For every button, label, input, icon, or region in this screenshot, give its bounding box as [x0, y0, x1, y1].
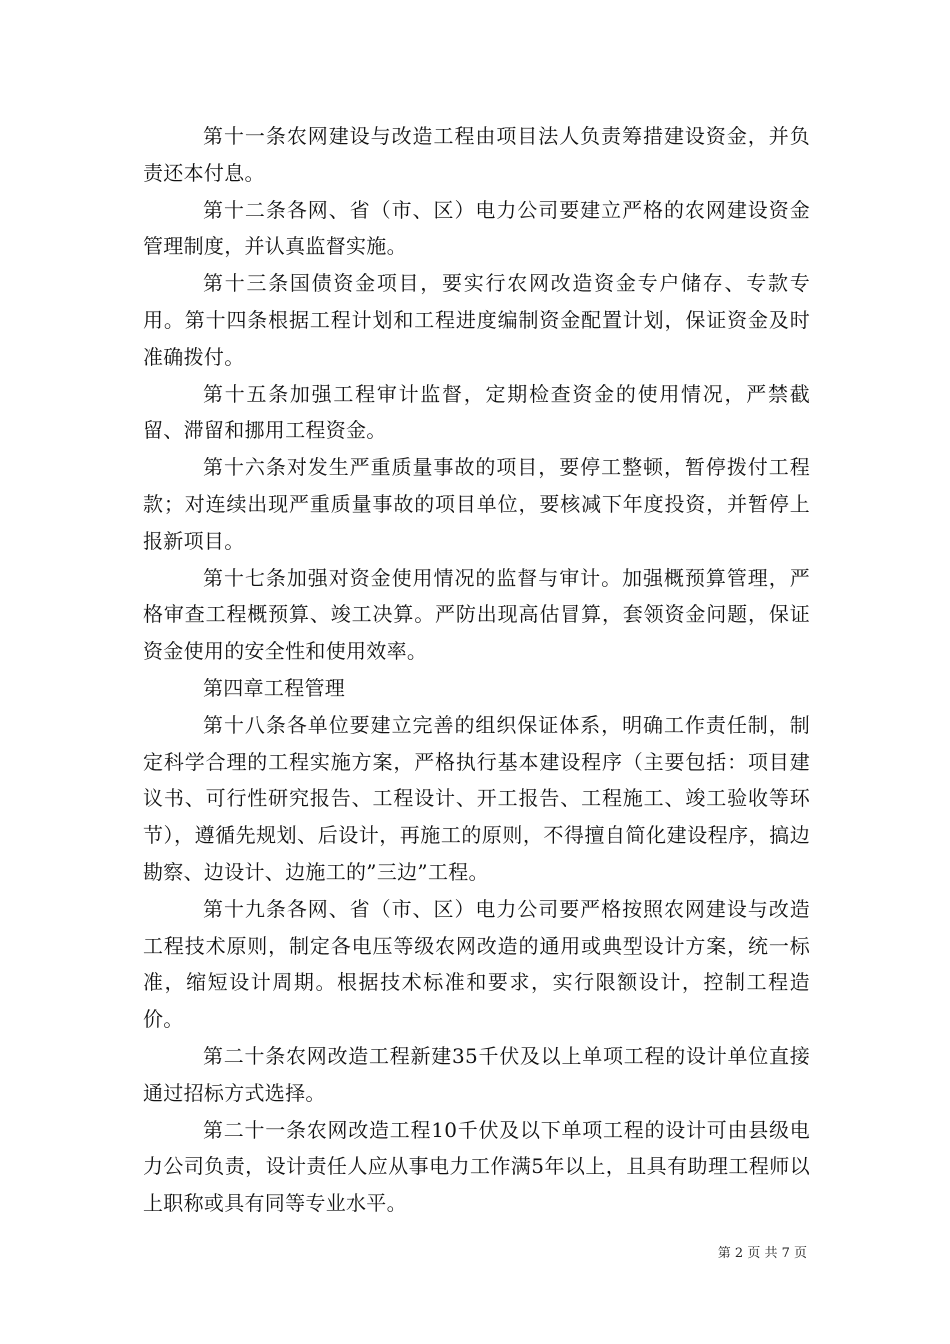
paragraph-article-19: 第十九条各网、省（市、区）电力公司要严格按照农网建设与改造工程技术原则，制定各电压等级农网改造的通用或典型设计方案，统一标准，缩短设计周期。根据技术标准和要求，实行限额设计，控制工程造价。: [143, 896, 810, 1032]
document-body: [143, 118, 810, 1222]
paragraph-article-13-14: 第十三条国债资金项目，要实行农网改造资金专户储存、专款专用。第十四条根据工程计划和工程进度编制资金配置计划，保证资金及时准确拨付。: [143, 271, 810, 369]
page-number-footer: 第 2 页 共 7 页: [717, 1246, 807, 1261]
paragraph-article-17: 第十七条加强对资金使用情况的监督与审计。加强概预算管理，严格审查工程概预算、竣工决算。严防出现高估冒算，套领资金问题，保证资金使用的安全性和使用效率。: [143, 565, 810, 664]
paragraph-article-20: 第二十条农网改造工程新建35千伏及以上单项工程的设计单位直接通过招标方式选择。: [143, 1043, 810, 1105]
paragraph-article-15: 第十五条加强工程审计监督，定期检查资金的使用情况，严禁截留、滞留和挪用工程资金。: [143, 381, 810, 443]
paragraph-article-18: 第十八条各单位要建立完善的组织保证体系，明确工作责任制，制定科学合理的工程实施方案，严格执行基本建设程序（主要包括：项目建议书、可行性研究报告、工程设计、开工报告、工程施工、竣工验收等环节），遵循先规划、后设计，再施工的原则，不得擅自简化建设程序，搞边勘察、边设计、边施工的”三边”工程。: [143, 712, 810, 884]
paragraph-article-11: 第十一条农网建设与改造工程由项目法人负责筹措建设资金，并负责还本付息。: [143, 124, 810, 185]
paragraph-article-16: 第十六条对发生严重质量事故的项目，要停工整顿，暂停拨付工程款；对连续出现严重质量事故的项目单位，要核减下年度投资，并暂停上报新项目。: [143, 455, 810, 553]
chapter-heading: 第四章工程管理: [203, 675, 346, 700]
paragraph-article-12: 第十二条各网、省（市、区）电力公司要建立严格的农网建设资金管理制度，并认真监督实施。: [143, 197, 810, 259]
paragraph-article-21: 第二十一条农网改造工程10千伏及以下单项工程的设计可由县级电力公司负责，设计责任人应从事电力工作满5年以上，且具有助理工程师以上职称或具有同等专业水平。: [143, 1117, 810, 1216]
